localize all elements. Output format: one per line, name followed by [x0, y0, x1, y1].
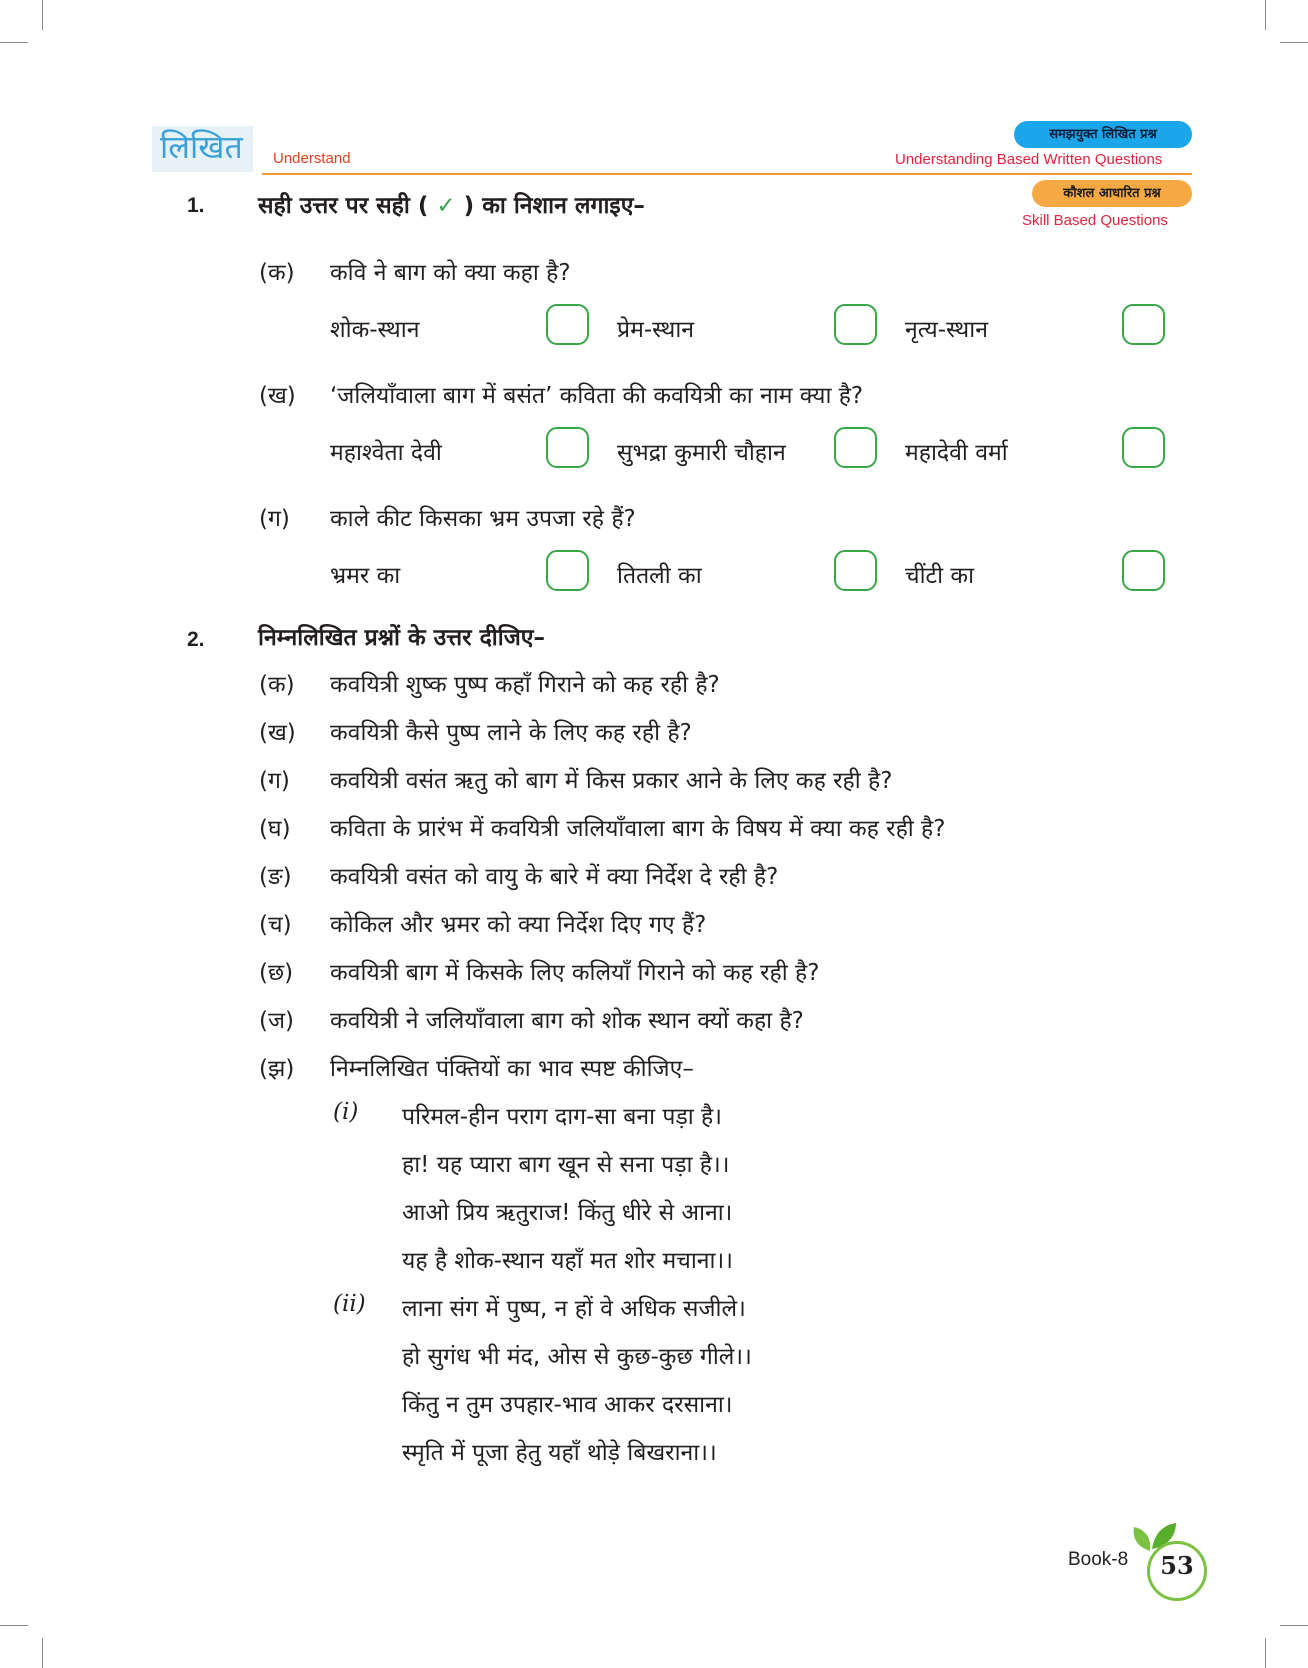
question-text: कवयित्री कैसे पुष्प लाने के लिए कह रही है? [330, 720, 692, 746]
item-marker: (क) [259, 260, 295, 286]
crop-mark [42, 0, 43, 30]
understanding-badge-caption: Understanding Based Written Questions [895, 151, 1163, 168]
question-text: कोकिल और भ्रमर को क्या निर्देश दिए गए हैं? [330, 912, 707, 938]
poem-line: किंतु न तुम उपहार-भाव आकर दरसाना। [402, 1392, 733, 1418]
crop-mark [0, 1625, 28, 1626]
answer-checkbox[interactable] [1122, 550, 1165, 591]
item-marker: (ख) [259, 720, 296, 746]
mcq-question: काले कीट किसका भ्रम उपजा रहे हैं? [330, 506, 636, 532]
answer-checkbox[interactable] [1122, 427, 1165, 468]
book-label: Book-8 [1068, 1549, 1129, 1570]
crop-mark [0, 42, 28, 43]
question-title: निम्नलिखित प्रश्नों के उत्तर दीजिए– [258, 625, 545, 651]
answer-checkbox[interactable] [834, 304, 877, 345]
item-marker: (झ) [259, 1056, 295, 1082]
page-number: 53 [1160, 1551, 1194, 1580]
question-number: 2. [187, 628, 205, 651]
question-text: कवयित्री बाग में किसके लिए कलियाँ गिराने को कह रही है? [330, 960, 820, 986]
understanding-badge: समझयुक्त लिखित प्रश्न [1014, 121, 1192, 148]
poem-line: हो सुगंध भी मंद, ओस से कुछ-कुछ गीले।। [402, 1344, 752, 1370]
answer-checkbox[interactable] [546, 550, 589, 591]
item-marker: (ग) [259, 768, 290, 794]
item-marker: (ङ) [259, 864, 292, 890]
question-text: कवयित्री शुष्क पुष्प कहाँ गिराने को कह रही है? [330, 672, 720, 698]
question-text: कविता के प्रारंभ में कवयित्री जलियाँवाला बाग के विषय में क्या कह रही है? [330, 816, 946, 842]
poem-line: लाना संग में पुष्प, न हों वे अधिक सजीले। [402, 1296, 746, 1322]
mcq-question: ‘जलियाँवाला बाग में बसंत’ कविता की कवयित्री का नाम क्या है? [330, 383, 864, 409]
question-text: निम्नलिखित पंक्तियों का भाव स्पष्ट कीजिए– [330, 1056, 694, 1082]
crop-mark [1280, 1625, 1308, 1626]
skill-badge-caption: Skill Based Questions [1022, 212, 1168, 229]
poem-line: हा! यह प्यारा बाग खून से सना पड़ा है।। [402, 1152, 730, 1178]
title-text: ) का निशान लगाइए– [463, 193, 645, 219]
check-mark-icon: ✓ [436, 193, 456, 219]
question-number: 1. [187, 194, 205, 217]
item-marker: (घ) [259, 816, 291, 842]
question-title [258, 188, 645, 220]
question-text: कवयित्री वसंत ऋतु को बाग में किस प्रकार आने के लिए कह रही है? [330, 768, 893, 794]
option-label: भ्रमर का [330, 563, 401, 589]
crop-mark [1265, 0, 1266, 30]
stanza-marker: (i) [333, 1099, 359, 1125]
option-label: प्रेम-स्थान [617, 317, 695, 343]
option-label: नृत्य-स्थान [905, 317, 988, 343]
answer-checkbox[interactable] [546, 304, 589, 345]
section-label: लिखित [152, 126, 253, 172]
answer-checkbox[interactable] [1122, 304, 1165, 345]
item-marker: (ग) [259, 506, 290, 532]
crop-mark [1265, 1638, 1266, 1668]
poem-line: परिमल-हीन पराग दाग-सा बना पड़ा है। [402, 1104, 722, 1130]
option-label: चींटी का [905, 563, 975, 589]
option-label: महादेवी वर्मा [905, 440, 1008, 466]
item-marker: (छ) [259, 960, 294, 986]
understand-label: Understand [273, 150, 351, 167]
title-text: सही उत्तर पर सही ( [258, 193, 429, 219]
option-label: महाश्वेता देवी [330, 440, 442, 466]
crop-mark [1280, 42, 1308, 43]
answer-checkbox[interactable] [834, 427, 877, 468]
option-label: सुभद्रा कुमारी चौहान [617, 440, 786, 466]
item-marker: (च) [259, 912, 292, 938]
mcq-question: कवि ने बाग को क्या कहा है? [330, 260, 571, 286]
item-marker: (ज) [259, 1008, 295, 1034]
poem-line: आओ प्रिय ऋतुराज! किंतु धीरे से आना। [402, 1200, 733, 1226]
poem-line: स्मृति में पूजा हेतु यहाँ थोड़े बिखराना।। [402, 1440, 717, 1466]
option-label: तितली का [617, 563, 702, 589]
answer-checkbox[interactable] [546, 427, 589, 468]
option-label: शोक-स्थान [330, 317, 420, 343]
item-marker: (ख) [259, 383, 296, 409]
answer-checkbox[interactable] [834, 550, 877, 591]
skill-badge: कौशल आधारित प्रश्न [1032, 180, 1192, 207]
item-marker: (क) [259, 672, 295, 698]
question-text: कवयित्री वसंत को वायु के बारे में क्या निर्देश दे रही है? [330, 864, 779, 890]
poem-line: यह है शोक-स्थान यहाँ मत शोर मचाना।। [402, 1248, 733, 1274]
stanza-marker: (ii) [333, 1291, 366, 1317]
header-rule [262, 173, 1192, 175]
crop-mark [42, 1638, 43, 1668]
question-text: कवयित्री ने जलियाँवाला बाग को शोक स्थान क्यों कहा है? [330, 1008, 804, 1034]
